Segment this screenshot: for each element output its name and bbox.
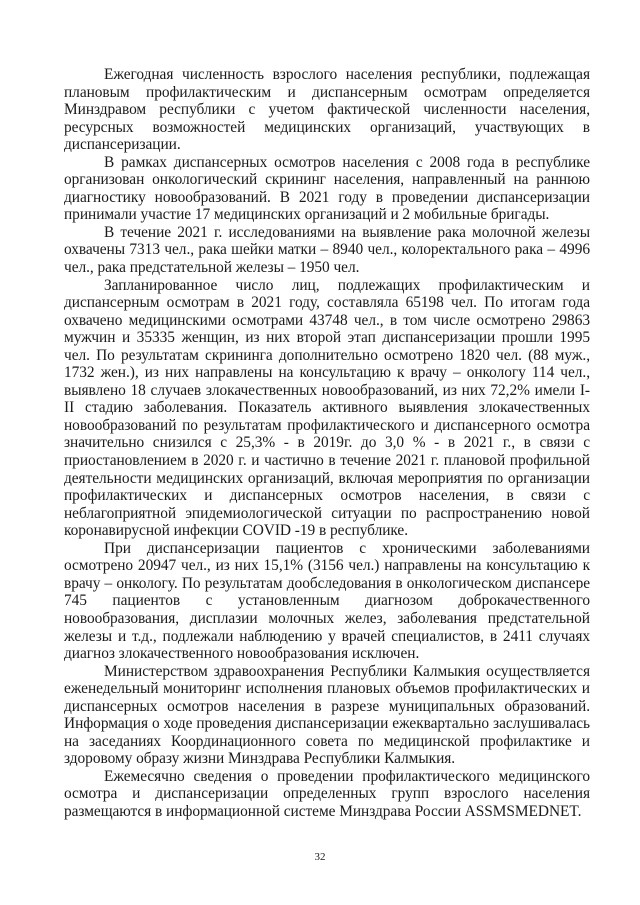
page-number: 32	[314, 851, 326, 863]
paragraph-planned-examinations: Запланированное число лиц, подлежащих профилактическим и диспансерным осмотрам в 2021 году, составляла 65198 чел. По итогам года охвачено медицинскими осмотрами 43748 чел., в том числе осмотрено 29863 мужчин и 35335 женщин, из них второй этап диспансеризации прошли 1995 чел. По результатам скрининга дополнительно осмотрено 1820 чел. (88 муж., 1732 жен.), из них направлены на консультацию к врачу – онкологу 114 чел., выявлено 18 случаев злокачественных новообразований, из них 72,2% имели I-II стадию заболевания. Показатель активного выявления злокачественных новообразований по результатам профилактического и диспансерного осмотра значительно снизился с 25,3% - в 2019г. до 3,0 % - в 2021 г., в связи с приостановлением в 2020 г. и частично в течение 2021 г. плановой профильной деятельности медицинских организаций, включая мероприятия по организации профилактических и диспансерных осмотров населения, в связи с неблагоприятной эпидемиологической ситуации по распространению новой коронавирусной инфекции COVID -19 в республике.	[64, 276, 590, 540]
paragraph-monthly-reporting: Ежемесячно сведения о проведении профилактического медицинского осмотра и диспансеризации определенных групп взрослого населения размещаются в информационной системе Минздрава России ASSMSMEDNET.	[64, 767, 590, 820]
paragraph-oncology-screening: В рамках диспансерных осмотров населения с 2008 года в республике организован онкологический скрининг населения, направленный на раннюю диагностику новообразований. В 2021 году в проведении диспансеризации принимали участие 17 медицинских организаций и 2 мобильные бригады.	[64, 153, 590, 224]
paragraph-cancer-coverage: В течение 2021 г. исследованиями на выявление рака молочной железы охвачены 7313 чел., рака шейки матки – 8940 чел., колоректального рака – 4996 чел., рака предстательной железы – 1950 чел.	[64, 223, 590, 277]
paragraph-monitoring: Министерством здравоохранения Республики Калмыкия осуществляется еженедельный мониторинг исполнения плановых объемов профилактических и диспансерных осмотров населения в разрезе муниципальных образований. Информация о ходе проведения диспансеризации ежеквартально заслушивалась на заседаниях Координационного совета по медицинской профилактике и здоровому образу жизни Минздрава Республики Калмыкия.	[64, 662, 590, 768]
paragraph-annual-population: Ежегодная численность взрослого населения республики, подлежащая плановым профилактическим и диспансерным осмотрам определяется Минздравом республики с учетом фактической численности населения, ресурсных возможностей медицинских организаций, участвующих в диспансеризации.	[64, 66, 590, 154]
body-text	[64, 66, 590, 821]
paragraph-chronic-patients: При диспансеризации пациентов с хроническими заболеваниями осмотрено 20947 чел., из них 15,1% (3156 чел.) направлены на консультацию к врачу – онкологу. По результатам дообследования в онкологическом диспансере 745 пациентов с установленным диагнозом доброкачественного новообразования, дисплазии молочных желез, заболевания предстательной железы и т.д., подлежали наблюдению у врачей специалистов, в 2411 случаях диагноз злокачественного новообразования исключен.	[64, 539, 590, 663]
